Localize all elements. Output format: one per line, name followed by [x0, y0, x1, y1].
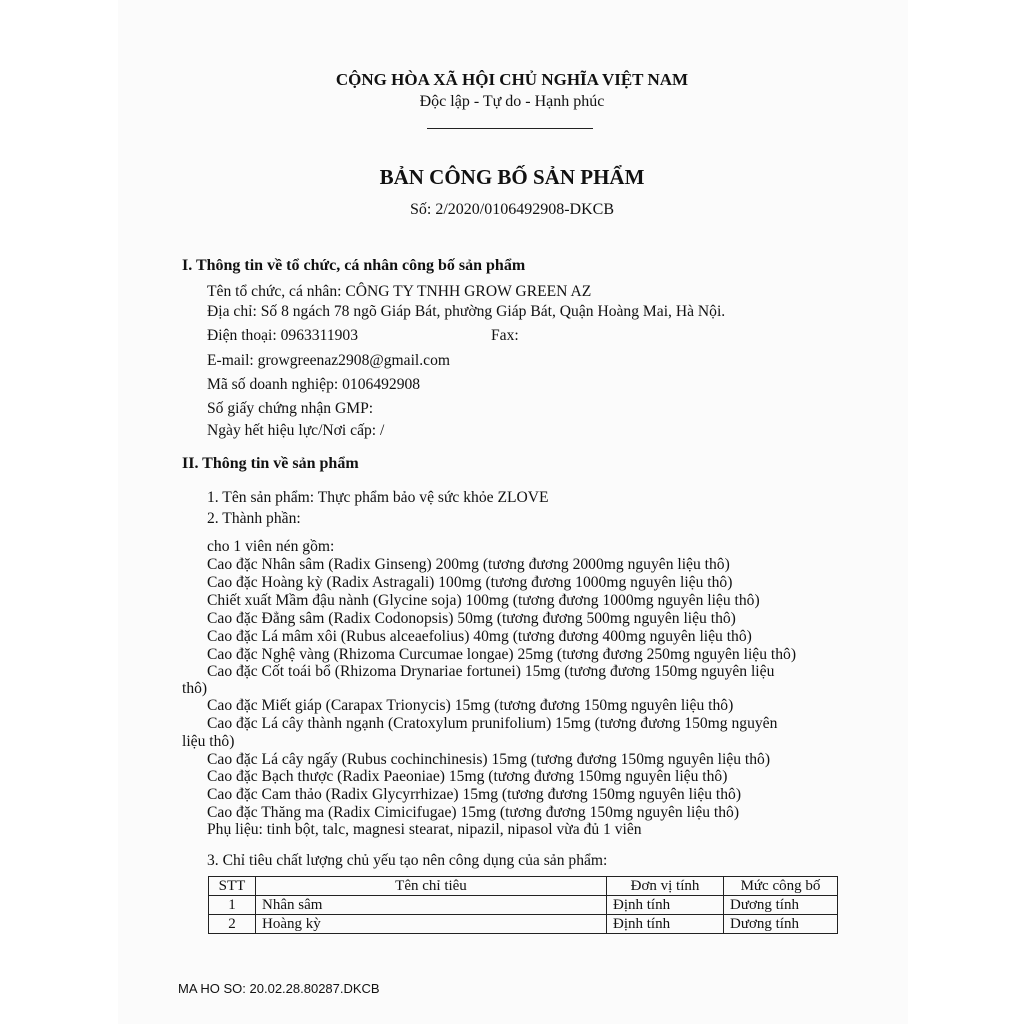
ingredient-line: Cao đặc Miết giáp (Carapax Trionycis) 15mg (tương đương 150mg nguyên liệu thô)	[207, 697, 734, 714]
document-title: BẢN CÔNG BỐ SẢN PHẨM	[379, 165, 645, 189]
ingredient-line: Cao đặc Cốt toái bổ (Rhizoma Drynariae fortunei) 15mg (tương đương 150mg nguyên liệu	[207, 663, 775, 680]
ingredient-line-wrap: liệu thô)	[182, 733, 235, 750]
org-phone: Điện thoại: 0963311903	[207, 327, 359, 344]
composition-label: 2. Thành phần:	[207, 510, 301, 527]
ingredient-line-wrap: thô)	[182, 680, 208, 697]
ingredient-line: Cao đặc Nghệ vàng (Rhizoma Curcumae longae) 25mg (tương đương 250mg nguyên liệu thô)	[207, 646, 797, 663]
table-row	[209, 896, 838, 915]
ingredient-line: Cao đặc Hoàng kỳ (Radix Astragali) 100mg (tương đương 1000mg nguyên liệu thô)	[207, 574, 733, 591]
quality-table	[208, 876, 838, 934]
business-code: Mã số doanh nghiệp: 0106492908	[207, 376, 421, 393]
dossier-code: MA HO SO: 20.02.28.80287.DKCB	[178, 981, 380, 996]
ingredient-line: Cao đặc Thăng ma (Radix Cimicifugae) 15mg (tương đương 150mg nguyên liệu thô)	[207, 804, 740, 821]
cell-name: Hoàng kỳ	[256, 915, 607, 934]
col-unit: Đơn vị tính	[607, 877, 724, 896]
cell-unit: Định tính	[607, 915, 724, 934]
ingredient-line: Cao đặc Lá cây thành ngạnh (Cratoxylum prunifolium) 15mg (tương đương 150mg nguyên	[207, 715, 778, 732]
section1-heading: I. Thông tin về tổ chức, cá nhân công bố sản phẩm	[182, 257, 526, 274]
cell-name: Nhân sâm	[256, 896, 607, 915]
excipients-line: Phụ liệu: tinh bột, talc, magnesi stearat, nipazil, nipasol vừa đủ 1 viên	[207, 821, 642, 838]
col-name: Tên chỉ tiêu	[256, 877, 607, 896]
cell-unit: Định tính	[607, 896, 724, 915]
section2-heading: II. Thông tin về sản phẩm	[182, 455, 359, 472]
cell-level: Dương tính	[724, 896, 838, 915]
org-fax: Fax:	[491, 327, 519, 344]
cell-level: Dương tính	[724, 915, 838, 934]
nation-heading: CỘNG HÒA XÃ HỘI CHỦ NGHĨA VIỆT NAM	[335, 70, 689, 89]
motto: Độc lập - Tự do - Hạnh phúc	[419, 93, 605, 110]
col-stt: STT	[209, 877, 256, 896]
motto-underline	[427, 128, 593, 129]
ingredient-line: Cao đặc Đẳng sâm (Radix Codonopsis) 50mg (tương đương 500mg nguyên liệu thô)	[207, 610, 736, 627]
ingredient-line: Cao đặc Nhân sâm (Radix Ginseng) 200mg (tương đương 2000mg nguyên liệu thô)	[207, 556, 730, 573]
ingredient-line: Chiết xuất Mầm đậu nành (Glycine soja) 100mg (tương đương 1000mg nguyên liệu thô)	[207, 592, 760, 609]
col-level: Mức công bố	[724, 877, 838, 896]
cell-stt: 1	[209, 896, 256, 915]
quality-heading: 3. Chỉ tiêu chất lượng chủ yếu tạo nên công dụng của sản phẩm:	[207, 852, 608, 869]
ingredient-line: Cao đặc Lá mâm xôi (Rubus alceaefolius) 40mg (tương đương 400mg nguyên liệu thô)	[207, 628, 752, 645]
ingredient-line: Cao đặc Bạch thược (Radix Paeoniae) 15mg (tương đương 150mg nguyên liệu thô)	[207, 768, 728, 785]
org-email: E-mail: growgreenaz2908@gmail.com	[207, 352, 450, 369]
gmp-number: Số giấy chứng nhận GMP:	[207, 400, 374, 417]
product-name: 1. Tên sản phẩm: Thực phẩm bảo vệ sức khỏe ZLOVE	[207, 489, 549, 506]
org-address: Địa chỉ: Số 8 ngách 78 ngõ Giáp Bát, phường Giáp Bát, Quận Hoàng Mai, Hà Nội.	[207, 303, 726, 320]
table-header-row	[209, 877, 838, 896]
cell-stt: 2	[209, 915, 256, 934]
per-tablet-label: cho 1 viên nén gồm:	[207, 538, 335, 555]
document-number: Số: 2/2020/0106492908-DKCB	[409, 201, 614, 218]
ingredient-line: Cao đặc Lá cây ngấy (Rubus cochinchinesis) 15mg (tương đương 150mg nguyên liệu thô)	[207, 751, 771, 768]
table-row	[209, 915, 838, 934]
org-name: Tên tổ chức, cá nhân: CÔNG TY TNHH GROW GREEN AZ	[207, 283, 592, 300]
ingredient-line: Cao đặc Cam thảo (Radix Glycyrrhizae) 15mg (tương đương 150mg nguyên liệu thô)	[207, 786, 742, 803]
expiry-date: Ngày hết hiệu lực/Nơi cấp: /	[207, 422, 385, 439]
